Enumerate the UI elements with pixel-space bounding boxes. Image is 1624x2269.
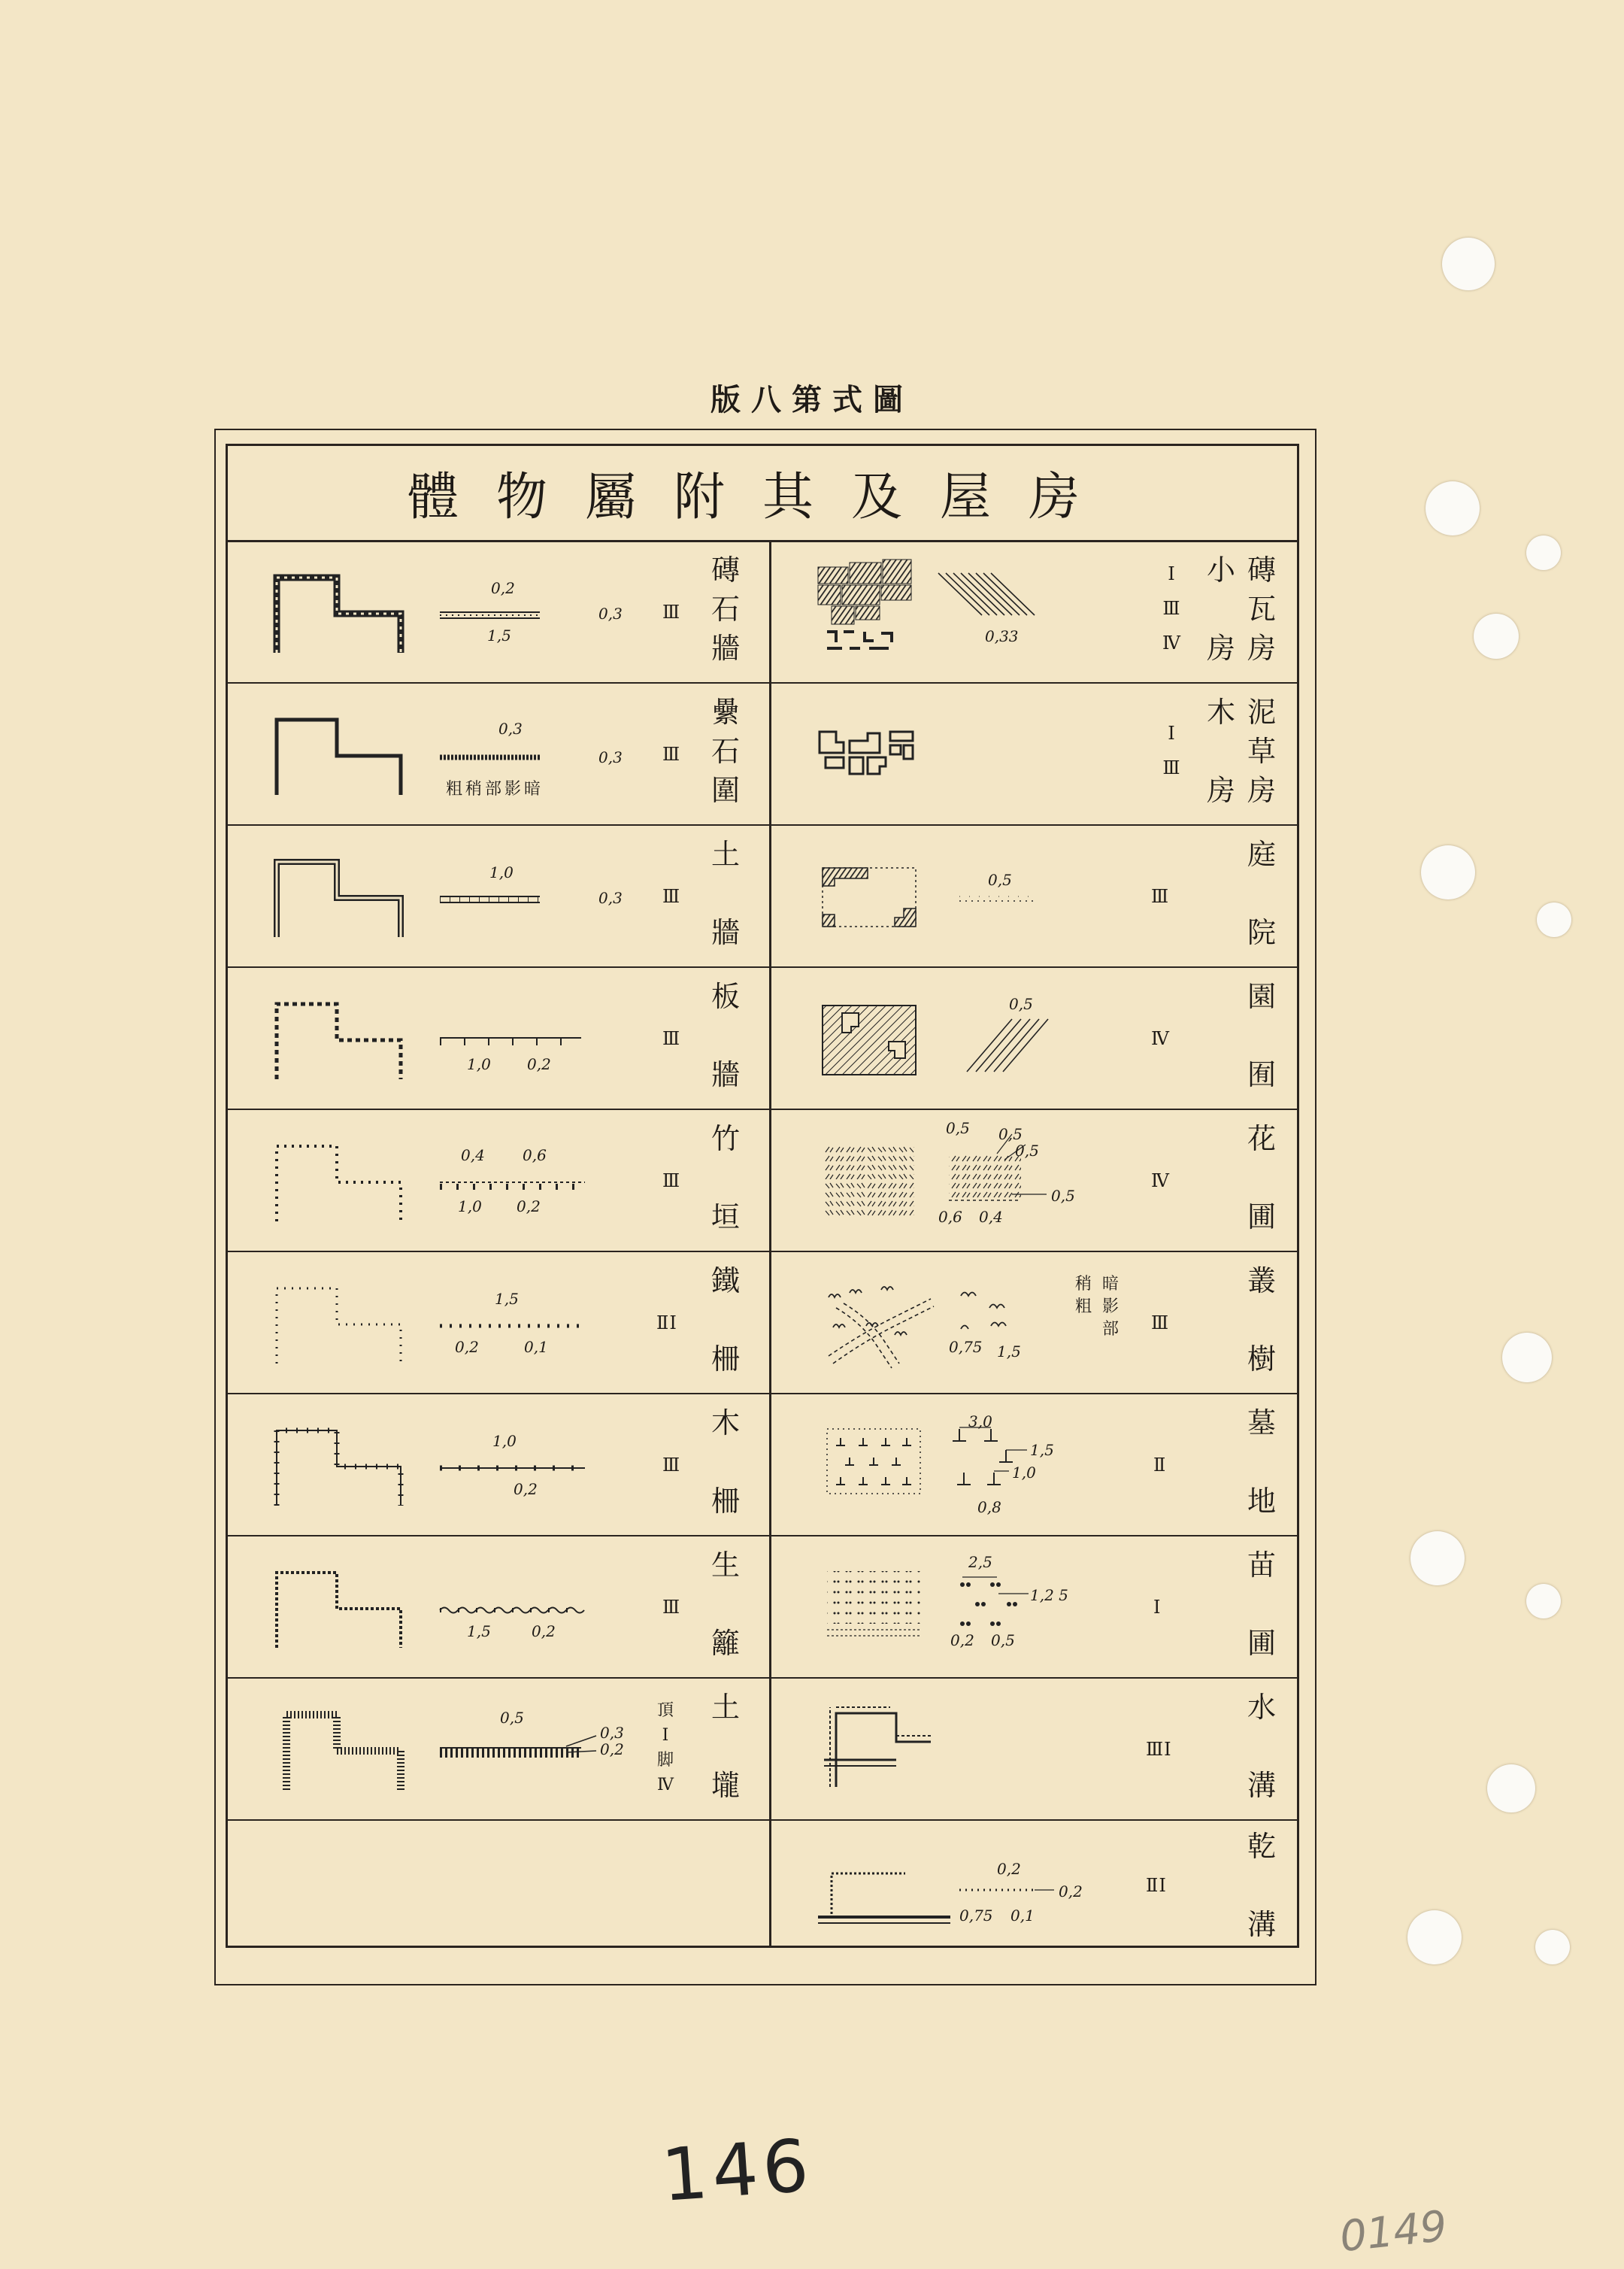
dim-label: 0,3 <box>598 748 623 766</box>
name-char: 園 <box>1247 980 1276 1013</box>
legend-cell-wooden-fence <box>228 1393 769 1535</box>
legend-cell-piled-stone <box>228 682 769 824</box>
scale-marks <box>647 1698 684 1797</box>
name-char: 土 <box>710 1691 740 1724</box>
scale-mark: Ⅲ <box>662 744 681 765</box>
symbol-board-wall <box>228 966 769 1109</box>
dim-label: 0,8 <box>977 1498 1001 1516</box>
binding-hole <box>1407 1910 1462 1964</box>
note-char: 部 <box>1101 1320 1119 1339</box>
dim-label: 0,3 <box>600 1724 624 1742</box>
binding-hole <box>1421 845 1475 899</box>
scale-mark: Ⅳ <box>1151 1170 1170 1191</box>
feature-name <box>703 1688 748 1805</box>
symbol-hedge <box>228 1535 769 1677</box>
scale-char: Ⅲ <box>1162 757 1180 778</box>
dim-label: 0,5 <box>1009 995 1033 1013</box>
symbol-park <box>771 966 1297 1109</box>
feature-name <box>703 1403 748 1521</box>
name-char: 牆 <box>710 632 740 665</box>
name-char: 柵 <box>710 1342 740 1376</box>
handwritten-page-number: 146 <box>659 2123 816 2218</box>
scale-mark: ⅡⅠ <box>1146 1875 1167 1896</box>
symbol-earth-bank <box>228 1677 769 1819</box>
feature-name <box>1239 1827 1284 1944</box>
dim-label: 0,5 <box>998 1125 1023 1143</box>
scale-mark: Ⅲ <box>662 886 681 907</box>
shading-note: 粗稍部影暗 <box>446 780 544 799</box>
symbol-grove <box>771 1251 1297 1393</box>
name-char <box>703 1442 748 1482</box>
dim-label: 1,5 <box>1030 1441 1054 1459</box>
legend-cell-nursery <box>771 1535 1297 1677</box>
dim-label: 0,75 <box>959 1907 993 1925</box>
name-char <box>1239 1300 1284 1339</box>
dim-label: 0,3 <box>598 605 623 623</box>
name-char <box>703 874 748 913</box>
binding-hole <box>1526 535 1561 570</box>
legend-table <box>226 444 1299 1948</box>
legend-cell-water-ditch <box>771 1677 1297 1819</box>
name-char: 板 <box>710 980 740 1013</box>
feature-name <box>703 1119 748 1236</box>
name-char: 苗 <box>1247 1549 1276 1582</box>
name-char: 墓 <box>1247 1406 1276 1439</box>
name-char <box>1239 874 1284 913</box>
name-char: 小 <box>1206 554 1235 587</box>
legend-cell-board-wall <box>228 966 769 1109</box>
name-char: 磚 <box>1247 554 1276 587</box>
dim-label: 1,0 <box>1012 1464 1036 1482</box>
legend-cell-earth-wall <box>228 824 769 966</box>
table-title: 體物屬附其及屋房 <box>228 446 1297 542</box>
name-char: 花 <box>1247 1122 1276 1155</box>
name-char: 溝 <box>1247 1769 1276 1802</box>
legend-cell-empty <box>228 1819 769 1946</box>
legend-cell-hedge <box>228 1535 769 1677</box>
scale-mark: Ⅲ <box>662 1170 681 1191</box>
legend-cell-brick-stone-wall <box>228 540 769 682</box>
symbol-bamboo-fence <box>228 1109 769 1251</box>
scale-mark: Ⅲ <box>662 1028 681 1049</box>
name-char: 地 <box>1247 1485 1276 1518</box>
name-char: 生 <box>710 1549 740 1582</box>
note-char: 粗 <box>1074 1297 1092 1316</box>
dim-label: 1,5 <box>495 1290 519 1308</box>
name-char: 木 <box>710 1406 740 1439</box>
dim-label: 1,0 <box>489 863 514 881</box>
dim-label: 0,2 <box>997 1860 1021 1878</box>
plate-header: 版八第式圖 <box>710 382 914 417</box>
name-char: 木 <box>1206 696 1235 729</box>
dim-label: 1,0 <box>492 1432 517 1450</box>
scale-char: Ⅰ <box>662 1726 669 1745</box>
symbol-iron-railing <box>228 1251 769 1393</box>
handwritten-archive-number: 0149 <box>1337 2201 1450 2262</box>
symbol-nursery <box>771 1535 1297 1677</box>
symbol-wooden-fence <box>228 1393 769 1535</box>
shading-note-secondary <box>1072 1273 1095 1318</box>
legend-cell-cemetery <box>771 1393 1297 1535</box>
dim-label: 1,5 <box>467 1622 491 1640</box>
dim-label: 0,5 <box>500 1709 524 1727</box>
feature-name <box>1239 551 1284 668</box>
feature-name <box>703 977 748 1094</box>
feature-name <box>1239 977 1284 1094</box>
dim-label: 0,4 <box>979 1208 1003 1226</box>
legend-cell-earth-bank <box>228 1677 769 1819</box>
note-char: 影 <box>1101 1297 1119 1316</box>
name-char: 泥 <box>1247 696 1276 729</box>
dim-label: 0,5 <box>988 871 1012 889</box>
legend-cell-park <box>771 966 1297 1109</box>
symbol-earth-wall <box>228 824 769 966</box>
dim-label: 0,2 <box>455 1338 479 1356</box>
name-char <box>1239 1727 1284 1766</box>
legend-cell-flower-bed <box>771 1109 1297 1251</box>
dim-label: 0,33 <box>985 627 1019 645</box>
name-char: 叢 <box>1247 1264 1276 1297</box>
name-char <box>703 1585 748 1624</box>
name-char: 鐵 <box>710 1264 740 1297</box>
name-char: 土 <box>710 838 740 871</box>
name-char: 石 <box>710 593 740 626</box>
name-char: 溝 <box>1247 1908 1276 1941</box>
dim-label: 0,2 <box>532 1622 556 1640</box>
symbol-piled-stone <box>228 682 769 824</box>
symbol-brick-stone-wall <box>228 540 769 682</box>
scale-char: Ⅳ <box>657 1776 674 1794</box>
legend-cell-courtyard <box>771 824 1297 966</box>
dim-label: 0,1 <box>1010 1907 1035 1925</box>
scale-mark: Ⅱ <box>1153 1455 1167 1476</box>
name-char <box>703 1300 748 1339</box>
scale-char: 頂 <box>656 1701 674 1720</box>
dim-label: 0,2 <box>600 1740 624 1758</box>
dim-label: 0,1 <box>524 1338 548 1356</box>
name-char <box>1198 590 1244 629</box>
dim-label: 1,5 <box>487 626 511 645</box>
feature-name <box>1239 1546 1284 1663</box>
scale-mark: Ⅲ <box>662 602 681 623</box>
shading-note <box>1099 1273 1122 1341</box>
feature-name <box>1239 835 1284 952</box>
feature-name <box>703 693 748 810</box>
binding-hole <box>1474 614 1519 659</box>
name-char: 房 <box>1247 774 1276 807</box>
scale-mark: Ⅲ <box>662 1455 681 1476</box>
scale-mark: ⅡⅠ <box>656 1312 677 1333</box>
dim-label: 0,2 <box>527 1055 551 1073</box>
dim-label: 0,2 <box>950 1631 974 1649</box>
feature-name <box>703 835 748 952</box>
dim-label: 0,5 <box>991 1631 1015 1649</box>
name-char: 房 <box>1247 632 1276 665</box>
dim-label: 0,3 <box>498 720 523 738</box>
name-char <box>1239 1016 1284 1055</box>
scale-marks <box>1153 716 1190 785</box>
name-char: 瓦 <box>1247 593 1276 626</box>
name-char: 竹 <box>710 1122 740 1155</box>
name-char: 圃 <box>1247 1627 1276 1660</box>
name-char: 籬 <box>710 1627 740 1660</box>
binding-hole <box>1426 481 1480 535</box>
dim-label: 0,5 <box>1015 1142 1039 1160</box>
binding-hole <box>1535 1930 1570 1964</box>
scale-char: Ⅲ <box>1162 598 1180 619</box>
feature-name <box>1239 1261 1284 1379</box>
scale-char: 脚 <box>656 1751 674 1770</box>
symbol-courtyard <box>771 824 1297 966</box>
name-char <box>1239 1866 1284 1905</box>
symbol-dry-ditch <box>771 1819 1297 1946</box>
name-char: 圃 <box>1247 1200 1276 1233</box>
feature-name-secondary <box>1198 551 1244 668</box>
legend-cell-dry-ditch <box>771 1819 1297 1946</box>
symbol-water-ditch <box>771 1677 1297 1819</box>
name-char: 樹 <box>1247 1342 1276 1376</box>
name-char <box>703 1727 748 1766</box>
name-char: 纍 <box>710 696 740 729</box>
feature-name <box>1239 693 1284 810</box>
dim-label: 3,0 <box>968 1412 992 1430</box>
name-char <box>703 1158 748 1197</box>
scale-mark: Ⅳ <box>1151 1028 1170 1049</box>
scale-mark: Ⅲ <box>1151 886 1170 907</box>
note-char: 稍 <box>1074 1275 1092 1294</box>
dim-label: 0,5 <box>1051 1187 1075 1205</box>
dim-label: 0,5 <box>946 1119 970 1137</box>
dim-label: 1,2 5 <box>1030 1586 1068 1604</box>
scale-char: Ⅰ <box>1168 723 1175 744</box>
binding-hole <box>1442 238 1495 290</box>
symbol-flower-bed <box>771 1109 1297 1251</box>
name-char: 垣 <box>710 1200 740 1233</box>
dim-label: 1,0 <box>458 1197 482 1215</box>
binding-hole <box>1502 1333 1552 1382</box>
binding-hole <box>1526 1584 1561 1618</box>
name-char: 磚 <box>710 554 740 587</box>
dim-label: 1,0 <box>467 1055 491 1073</box>
name-char: 牆 <box>710 916 740 949</box>
dim-label: 0,2 <box>517 1197 541 1215</box>
dim-label: 1,5 <box>997 1342 1021 1360</box>
legend-cell-grove <box>771 1251 1297 1393</box>
dim-label: 0,6 <box>523 1146 547 1164</box>
name-char: 庭 <box>1247 838 1276 871</box>
binding-hole <box>1537 902 1571 937</box>
name-char: 乾 <box>1247 1830 1276 1863</box>
name-char <box>1239 1585 1284 1624</box>
dim-label: 0,75 <box>949 1338 983 1356</box>
name-char <box>1198 732 1244 771</box>
name-char: 柵 <box>710 1485 740 1518</box>
legend-cell-bamboo-fence <box>228 1109 769 1251</box>
feature-name <box>1239 1688 1284 1805</box>
dim-label: 0,2 <box>514 1480 538 1498</box>
name-char <box>1239 1158 1284 1197</box>
name-char: 院 <box>1247 916 1276 949</box>
scale-marks <box>1153 557 1190 660</box>
feature-name <box>703 1261 748 1379</box>
legend-cell-mud-house <box>771 682 1297 824</box>
name-char: 壠 <box>710 1769 740 1802</box>
name-char <box>703 1016 748 1055</box>
scale-char: Ⅳ <box>1162 632 1180 654</box>
binding-hole <box>1487 1764 1535 1812</box>
legend-rows <box>228 540 1297 1946</box>
feature-name <box>703 1546 748 1663</box>
scale-char: Ⅰ <box>1168 563 1175 584</box>
name-char: 房 <box>1206 632 1235 665</box>
name-char <box>1239 1442 1284 1482</box>
dim-label: 0,3 <box>598 889 623 907</box>
scale-mark: Ⅲ <box>662 1597 681 1618</box>
name-char: 石 <box>710 735 740 768</box>
name-char: 水 <box>1247 1691 1276 1724</box>
note-char: 暗 <box>1101 1275 1119 1294</box>
scale-mark: Ⅲ <box>1151 1312 1170 1333</box>
dim-label: 0,2 <box>1059 1882 1083 1900</box>
legend-cell-brick-tile-house <box>771 540 1297 682</box>
legend-cell-iron-railing <box>228 1251 769 1393</box>
feature-name-secondary <box>1198 693 1244 810</box>
dim-label: 0,4 <box>461 1146 485 1164</box>
name-char: 囿 <box>1247 1058 1276 1091</box>
scale-mark: ⅢⅠ <box>1146 1739 1172 1760</box>
binding-hole <box>1410 1531 1465 1585</box>
name-char: 牆 <box>710 1058 740 1091</box>
name-char: 房 <box>1206 774 1235 807</box>
scale-mark: Ⅰ <box>1153 1597 1162 1618</box>
dim-label: 2,5 <box>968 1553 992 1571</box>
name-char: 草 <box>1247 735 1276 768</box>
feature-name <box>703 551 748 668</box>
dim-label: 0,6 <box>938 1208 962 1226</box>
feature-name <box>1239 1119 1284 1236</box>
dim-label: 0,2 <box>491 579 515 597</box>
name-char: 圍 <box>710 774 740 807</box>
feature-name <box>1239 1403 1284 1521</box>
